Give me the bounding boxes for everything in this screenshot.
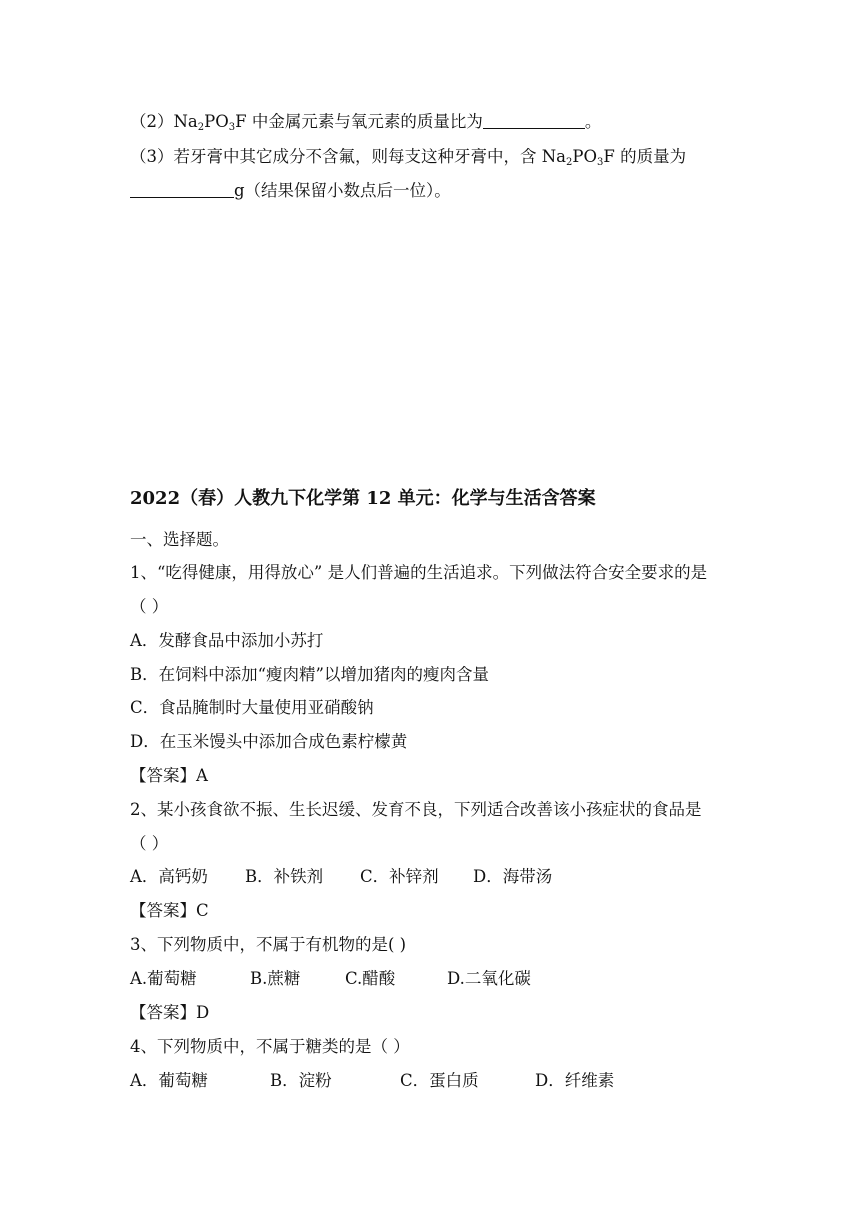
q2-end: 。	[584, 112, 602, 131]
question-3-line2	[130, 180, 451, 202]
question-3-answer: 【答案】D	[130, 1003, 210, 1022]
question-1-stem: 1、“吃得健康，用得放心” 是人们普遍的生活追求。下列做法符合安全要求的是	[130, 563, 708, 582]
question-2-option-d: D．海带汤	[473, 867, 553, 886]
q2-suffix: F 中金属元素与氧元素的质量比为	[235, 112, 483, 131]
question-1-option-b: B．在饲料中添加“瘦肉精”以增加猪肉的瘦肉含量	[130, 665, 489, 684]
question-2-paren: （ ）	[130, 834, 169, 853]
q3-prefix: （3）若牙膏中其它成分不含氟，则每支这种牙膏中，含 Na	[130, 147, 567, 166]
subscript: 3	[228, 122, 236, 133]
question-2-text	[130, 111, 601, 139]
question-2-option-b: B．补铁剂	[245, 867, 324, 886]
question-4-option-c: C．蛋白质	[400, 1071, 479, 1090]
q3-formula-mid: PO	[572, 147, 598, 166]
question-3-options	[130, 968, 531, 990]
question-2-option-c: C．补锌剂	[360, 867, 439, 886]
question-4-option-a: A．葡萄糖	[130, 1071, 208, 1090]
subscript: 2	[566, 157, 573, 168]
question-2-option-a: A．高钙奶	[130, 867, 208, 886]
question-3-text	[130, 146, 686, 174]
question-3-stem: 3、下列物质中，不属于有机物的是( )	[130, 935, 407, 954]
question-2-answer: 【答案】C	[130, 901, 209, 920]
q3-line2-text: g（结果保留小数点后一位）。	[234, 181, 451, 200]
question-4-options	[130, 1070, 614, 1092]
question-1-option-a: A．发酵食品中添加小苏打	[130, 631, 324, 650]
answer-blank[interactable]	[130, 181, 234, 198]
section-title: 2022（春）人教九下化学第 12 单元：化学与生活含答案	[130, 488, 596, 509]
question-2-stem: 2、某小孩食欲不振、生长迟缓、发育不良，下列适合改善该小孩症状的食品是	[130, 800, 702, 819]
question-3-option-c: C.醋酸	[345, 969, 396, 988]
answer-blank[interactable]	[483, 112, 585, 129]
question-4-option-b: B．淀粉	[270, 1071, 332, 1090]
subscript: 2	[197, 122, 205, 133]
question-3-option-b: B.蔗糖	[250, 969, 301, 988]
question-4-stem: 4、下列物质中，不属于糖类的是（ ）	[130, 1037, 410, 1056]
question-1-option-d: D．在玉米馒头中添加合成色素柠檬黄	[130, 732, 408, 751]
q2-formula-mid: PO	[204, 112, 229, 131]
question-3-option-a: A.葡萄糖	[130, 969, 197, 988]
subscript: 3	[597, 157, 604, 168]
question-4-option-d: D．纤维素	[535, 1071, 615, 1090]
question-3-option-d: D.二氧化碳	[447, 969, 531, 988]
question-1-paren: （ ）	[130, 597, 169, 616]
question-2-options	[130, 866, 552, 888]
question-1-option-c: C．食品腌制时大量使用亚硝酸钠	[130, 698, 374, 717]
q2-prefix: （2）Na	[130, 112, 198, 131]
q3-suffix: F 的质量为	[603, 147, 687, 166]
question-1-answer: 【答案】A	[130, 766, 208, 785]
section-heading: 一、选择题。	[130, 530, 229, 549]
